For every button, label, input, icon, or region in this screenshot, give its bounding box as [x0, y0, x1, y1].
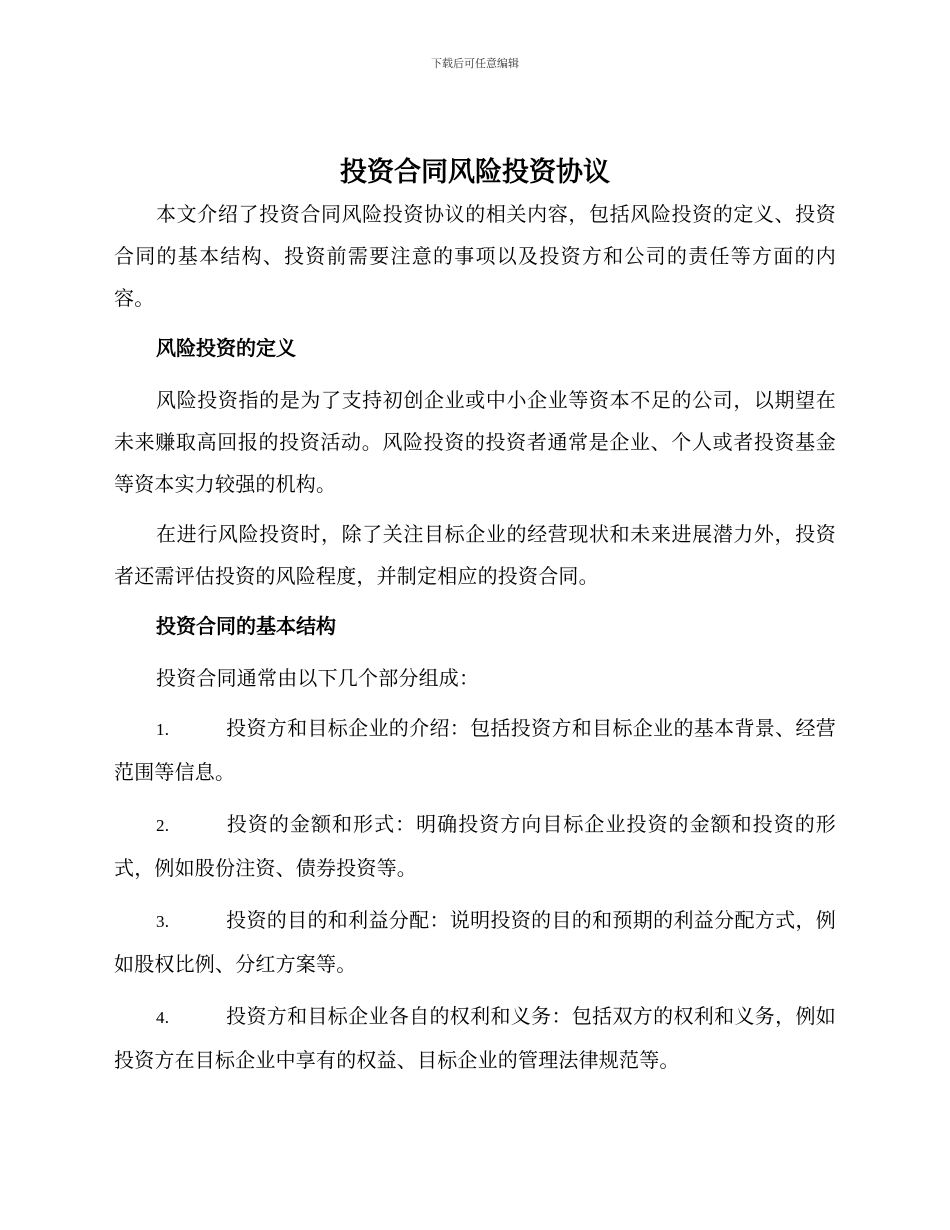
section-heading-structure: 投资合同的基本结构 [156, 614, 336, 638]
list-item [114, 899, 836, 985]
intro-paragraph: 本文介绍了投资合同风险投资协议的相关内容，包括风险投资的定义、投资合同的基本结构、投资前需要注意的事项以及投资方和公司的责任等方面的内容。 [114, 202, 836, 310]
list-item-number: 4. [156, 1008, 170, 1027]
list-item-number: 3. [156, 912, 170, 931]
list-item-text: 投资的金额和形式：明确投资方向目标企业投资的金额和投资的形式，例如股份注资、债券投资等。 [114, 812, 836, 880]
list-item [114, 707, 836, 793]
list-item-number: 2. [156, 816, 170, 835]
definition-paragraph-1: 风险投资指的是为了支持初创企业或中小企业等资本不足的公司，以期望在未来赚取高回报的投资活动。风险投资的投资者通常是企业、个人或者投资基金等资本实力较强的机构。 [114, 388, 836, 496]
list-item-text: 投资的目的和利益分配：说明投资的目的和预期的利益分配方式，例如股权比例、分红方案等。 [114, 908, 836, 976]
page-header-note: 下载后可任意编辑 [431, 57, 519, 70]
list-item [114, 995, 836, 1081]
list-item-number: 1. [156, 720, 170, 739]
section-heading-definition: 风险投资的定义 [156, 336, 296, 360]
list-item-text: 投资方和目标企业的介绍：包括投资方和目标企业的基本背景、经营范围等信息。 [114, 716, 836, 784]
page-title: 投资合同风险投资协议 [340, 157, 610, 188]
document-body [114, 193, 836, 1091]
definition-paragraph-2: 在进行风险投资时，除了关注目标企业的经营现状和未来进展潜力外，投资者还需评估投资的风险程度，并制定相应的投资合同。 [114, 522, 836, 588]
list-item-text: 投资方和目标企业各自的权利和义务：包括双方的权利和义务，例如投资方在目标企业中享有的权益、目标企业的管理法律规范等。 [114, 1004, 836, 1072]
structure-lead-paragraph: 投资合同通常由以下几个部分组成： [156, 666, 480, 690]
list-item [114, 803, 836, 889]
